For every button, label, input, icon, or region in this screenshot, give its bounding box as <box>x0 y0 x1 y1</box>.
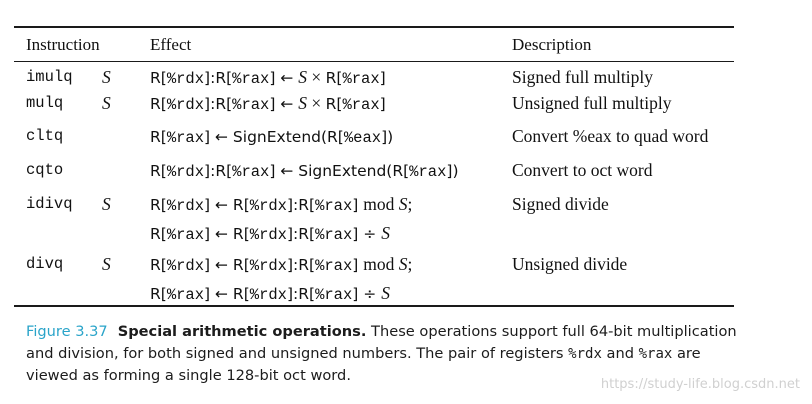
effect-segment: mod <box>363 254 399 274</box>
table-row-operand: S <box>102 67 111 87</box>
effect-segment: %rdx <box>166 70 205 88</box>
caption-text-1: These operations support full 64-bit multiplication and division, for both signed and unsigned numbers. The pair of registers <box>26 323 737 362</box>
effect-segment: %rdx <box>249 226 287 244</box>
table-row-description: Convert %eax to quad word <box>512 126 709 146</box>
table-row-instruction: idivq <box>26 195 73 213</box>
effect-segment: %rax <box>232 96 270 114</box>
effect-line <box>150 283 412 305</box>
table-row-instruction: divq <box>26 255 64 273</box>
table-row-operand: S <box>102 93 111 113</box>
effect-segment: ] ← SignExtend(R[ <box>269 162 410 180</box>
effect-segment: mod <box>363 194 399 214</box>
effect-segment: R[ <box>150 95 167 113</box>
effect-line <box>150 194 412 216</box>
effect-segment: ] ← R[ <box>204 225 250 243</box>
header-instruction: Instruction <box>26 35 100 54</box>
effect-segment: S <box>298 67 307 87</box>
effect-segment: R[ <box>150 128 167 146</box>
effect-segment: S <box>381 223 390 243</box>
effect-segment: R[ <box>150 225 167 243</box>
effect-segment: %rdx <box>249 197 287 215</box>
effect-segment: %rax <box>232 163 270 181</box>
effect-segment: ]:R[ <box>204 162 233 180</box>
table-row-operand: S <box>102 194 111 214</box>
figure-number: Figure 3.37 <box>26 323 108 340</box>
effect-segment: ] ÷ <box>352 225 382 243</box>
effect-segment: %rdx <box>249 286 287 304</box>
effect-segment: %rdx <box>166 257 205 275</box>
effect-segment: S <box>381 283 390 303</box>
header-effect: Effect <box>150 35 192 54</box>
effect-segment: %rdx <box>166 197 205 215</box>
table-row-description: Unsigned divide <box>512 254 628 274</box>
effect-segment: ]:R[ <box>286 196 316 214</box>
table-row-operand: S <box>102 254 111 274</box>
table-row-effect <box>150 67 386 89</box>
table-row-description: Signed divide <box>512 194 609 214</box>
effect-segment: × <box>307 67 326 87</box>
effect-segment: %rdx <box>249 257 287 275</box>
effect-segment: ]:R[ <box>286 225 316 243</box>
effect-segment: ] <box>379 69 386 87</box>
watermark: https://study-life.blog.csdn.net <box>600 377 800 392</box>
effect-segment: R[ <box>150 69 167 87</box>
effect-segment: ] <box>379 95 386 113</box>
table-row-description: Signed full multiply <box>512 67 653 87</box>
effect-segment: %rax <box>315 197 353 215</box>
effect-line <box>150 254 412 276</box>
table-row-description: Convert to oct word <box>512 160 653 180</box>
effect-segment: ]:R[ <box>204 95 233 113</box>
effect-segment: S <box>398 254 408 274</box>
effect-segment: %rax <box>409 163 447 181</box>
effect-segment: ] <box>352 256 364 274</box>
effect-segment: ] ← R[ <box>204 196 250 214</box>
effect-segment: R[ <box>325 69 343 87</box>
effect-segment: R[ <box>150 162 167 180</box>
effect-segment: ]:R[ <box>286 256 316 274</box>
effect-segment: %rax <box>315 257 353 275</box>
effect-line <box>150 223 412 245</box>
effect-segment: %rax <box>166 226 205 244</box>
effect-segment: %rax <box>342 96 380 114</box>
effect-segment: %eax <box>343 129 382 147</box>
table-row-effect <box>150 93 386 115</box>
table-row-instruction: cqto <box>26 161 64 179</box>
table-row-effect <box>150 126 393 148</box>
effect-segment: %rdx <box>166 96 205 114</box>
effect-segment: %rax <box>315 286 353 304</box>
figure-title: Special arithmetic operations. <box>117 323 367 340</box>
effect-segment: ] ← R[ <box>204 285 250 303</box>
effect-segment: S <box>298 93 307 113</box>
effect-segment: %rax <box>315 226 353 244</box>
effect-segment: ; <box>407 194 413 214</box>
effect-segment: %rdx <box>166 163 205 181</box>
table-row-instruction: mulq <box>26 94 64 112</box>
effect-segment: R[ <box>150 196 167 214</box>
table-top-rule <box>14 26 734 28</box>
effect-segment: ] ← SignExtend(R[ <box>204 128 344 146</box>
table-row-description: Unsigned full multiply <box>512 93 672 113</box>
table-row-effect <box>150 254 412 305</box>
effect-segment: %rax <box>342 70 380 88</box>
effect-segment: R[ <box>150 285 167 303</box>
effect-segment: %rax <box>166 286 205 304</box>
caption-register-rax: %rax <box>638 346 673 362</box>
effect-segment: ] ← <box>269 69 299 87</box>
effect-line <box>150 160 459 182</box>
effect-line <box>150 126 393 148</box>
table-row-instruction: cltq <box>26 127 64 145</box>
effect-segment: S <box>398 194 408 214</box>
effect-segment: %rax <box>166 129 205 147</box>
table-row-effect <box>150 194 412 245</box>
effect-segment: ]:R[ <box>286 285 316 303</box>
effect-segment: ]:R[ <box>204 69 233 87</box>
table-header-rule <box>14 61 734 62</box>
effect-segment: ] ← R[ <box>204 256 250 274</box>
caption-text-2: and <box>601 345 639 362</box>
effect-line <box>150 67 386 89</box>
effect-segment: %rax <box>232 70 270 88</box>
effect-segment: R[ <box>150 256 167 274</box>
caption-text-3: are viewed as forming a single 128-bit oct word. <box>26 345 701 384</box>
effect-segment: ]) <box>381 128 394 146</box>
effect-segment: × <box>307 93 326 113</box>
table-row-instruction: imulq <box>26 68 73 86</box>
effect-segment: ] <box>352 196 364 214</box>
effect-segment: ; <box>407 254 413 274</box>
effect-segment: ] ← <box>269 95 299 113</box>
table-bottom-rule <box>14 305 734 307</box>
effect-line <box>150 93 386 115</box>
effect-segment: R[ <box>325 95 343 113</box>
effect-segment: ]) <box>446 162 459 180</box>
table-row-effect <box>150 160 459 182</box>
effect-segment: ] ÷ <box>352 285 382 303</box>
header-description: Description <box>512 35 592 54</box>
caption-register-rdx: %rdx <box>568 346 602 362</box>
